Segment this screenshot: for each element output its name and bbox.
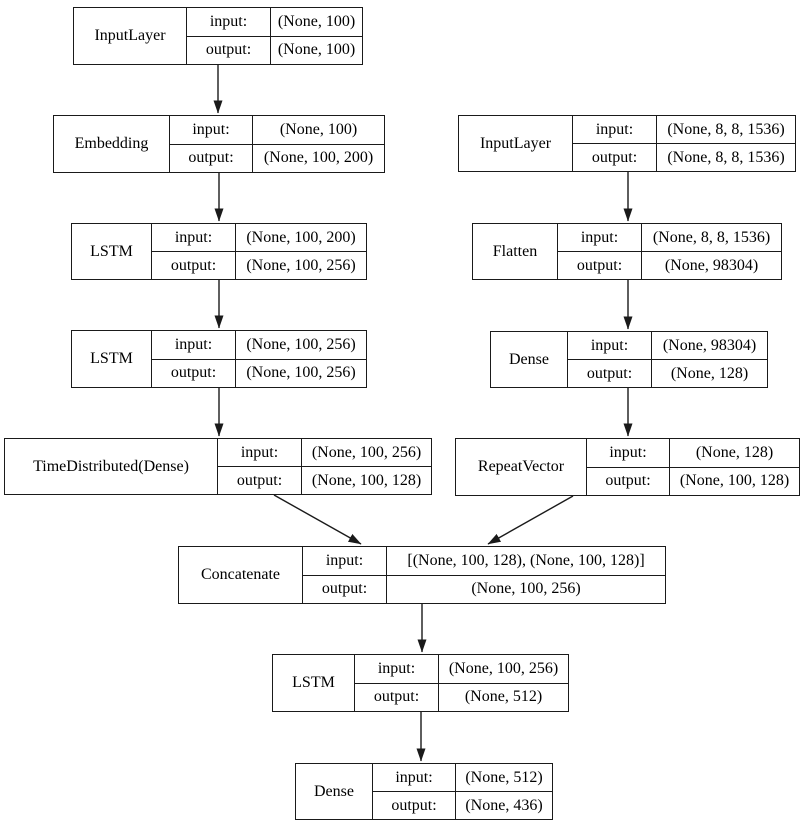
input-row-label: input: — [218, 439, 302, 467]
layer-record-table — [73, 7, 363, 65]
input-row-label: input: — [568, 332, 652, 360]
input-shape: (None, 100, 200) — [236, 224, 367, 252]
layer-name: Embedding — [54, 116, 170, 173]
output-shape: (None, 512) — [439, 683, 569, 712]
output-shape: (None, 100, 256) — [236, 359, 367, 388]
input-row-label: input: — [355, 655, 439, 684]
layer-node-time-distributed-dense — [4, 438, 432, 495]
layer-name: Dense — [491, 332, 568, 388]
input-shape: (None, 100, 256) — [439, 655, 569, 684]
input-shape: (None, 100) — [253, 116, 385, 145]
layer-record-table — [458, 115, 796, 172]
input-row-label: input: — [152, 224, 236, 252]
input-row-label: input: — [187, 8, 271, 37]
layer-name: LSTM — [72, 331, 152, 388]
layer-node-concatenate — [178, 546, 666, 604]
layer-name: RepeatVector — [456, 439, 587, 496]
layer-node-input-layer-text — [73, 7, 363, 65]
output-row-label: output: — [218, 467, 302, 495]
output-row-label: output: — [568, 360, 652, 388]
input-shape: (None, 100, 256) — [236, 331, 367, 360]
input-row-label: input: — [170, 116, 253, 145]
output-shape: (None, 100, 128) — [302, 467, 432, 495]
output-row-label: output: — [587, 467, 670, 496]
layer-record-table — [455, 438, 800, 496]
layer-name: TimeDistributed(Dense) — [5, 439, 218, 495]
output-shape: (None, 100) — [271, 36, 363, 65]
output-shape: (None, 100, 256) — [387, 575, 666, 604]
layer-node-dense-2 — [295, 763, 553, 820]
layer-name: InputLayer — [459, 116, 573, 172]
output-row-label: output: — [355, 683, 439, 712]
output-row-label: output: — [187, 36, 271, 65]
input-shape: [(None, 100, 128), (None, 100, 128)] — [387, 547, 666, 576]
output-row-label: output: — [170, 144, 253, 173]
input-row-label: input: — [152, 331, 236, 360]
layer-record-table — [295, 763, 553, 820]
output-shape: (None, 100, 256) — [236, 252, 367, 280]
input-row-label: input: — [303, 547, 387, 576]
layer-node-embedding — [53, 115, 385, 173]
layer-node-dense-1 — [490, 331, 768, 388]
output-shape: (None, 128) — [652, 360, 768, 388]
output-row-label: output: — [152, 252, 236, 280]
input-shape: (None, 8, 8, 1536) — [657, 116, 796, 144]
layer-name: Concatenate — [179, 547, 303, 604]
layer-record-table — [71, 330, 367, 388]
layer-record-table — [4, 438, 432, 495]
layer-record-table — [71, 223, 367, 280]
layer-record-table — [178, 546, 666, 604]
layer-node-input-layer-image — [458, 115, 796, 172]
output-row-label: output: — [152, 359, 236, 388]
layer-record-table — [53, 115, 385, 173]
layer-name: LSTM — [273, 655, 355, 712]
input-row-label: input: — [587, 439, 670, 468]
layer-record-table — [272, 654, 569, 712]
layer-name: InputLayer — [74, 8, 187, 65]
layer-node-repeat-vector — [455, 438, 800, 496]
output-shape: (None, 98304) — [642, 252, 782, 280]
input-shape: (None, 8, 8, 1536) — [642, 224, 782, 252]
input-shape: (None, 100, 256) — [302, 439, 432, 467]
output-shape: (None, 436) — [456, 792, 553, 820]
input-row-label: input: — [373, 764, 456, 792]
layer-node-lstm-3 — [272, 654, 569, 712]
input-shape: (None, 128) — [670, 439, 800, 468]
input-shape: (None, 98304) — [652, 332, 768, 360]
layer-record-table — [490, 331, 768, 388]
layer-node-flatten — [472, 223, 782, 280]
output-row-label: output: — [303, 575, 387, 604]
output-shape: (None, 8, 8, 1536) — [657, 144, 796, 172]
output-row-label: output: — [573, 144, 657, 172]
edge-repeat-vector-to-concatenate — [488, 496, 573, 544]
input-row-label: input: — [558, 224, 642, 252]
layer-node-lstm-2 — [71, 330, 367, 388]
edge-time-distributed-dense-to-concatenate — [274, 495, 361, 544]
output-shape: (None, 100, 128) — [670, 467, 800, 496]
output-row-label: output: — [558, 252, 642, 280]
layer-node-lstm-1 — [71, 223, 367, 280]
layer-name: Dense — [296, 764, 373, 820]
input-row-label: input: — [573, 116, 657, 144]
output-row-label: output: — [373, 792, 456, 820]
input-shape: (None, 100) — [271, 8, 363, 37]
output-shape: (None, 100, 200) — [253, 144, 385, 173]
input-shape: (None, 512) — [456, 764, 553, 792]
layer-name: Flatten — [473, 224, 558, 280]
layer-name: LSTM — [72, 224, 152, 280]
layer-record-table — [472, 223, 782, 280]
